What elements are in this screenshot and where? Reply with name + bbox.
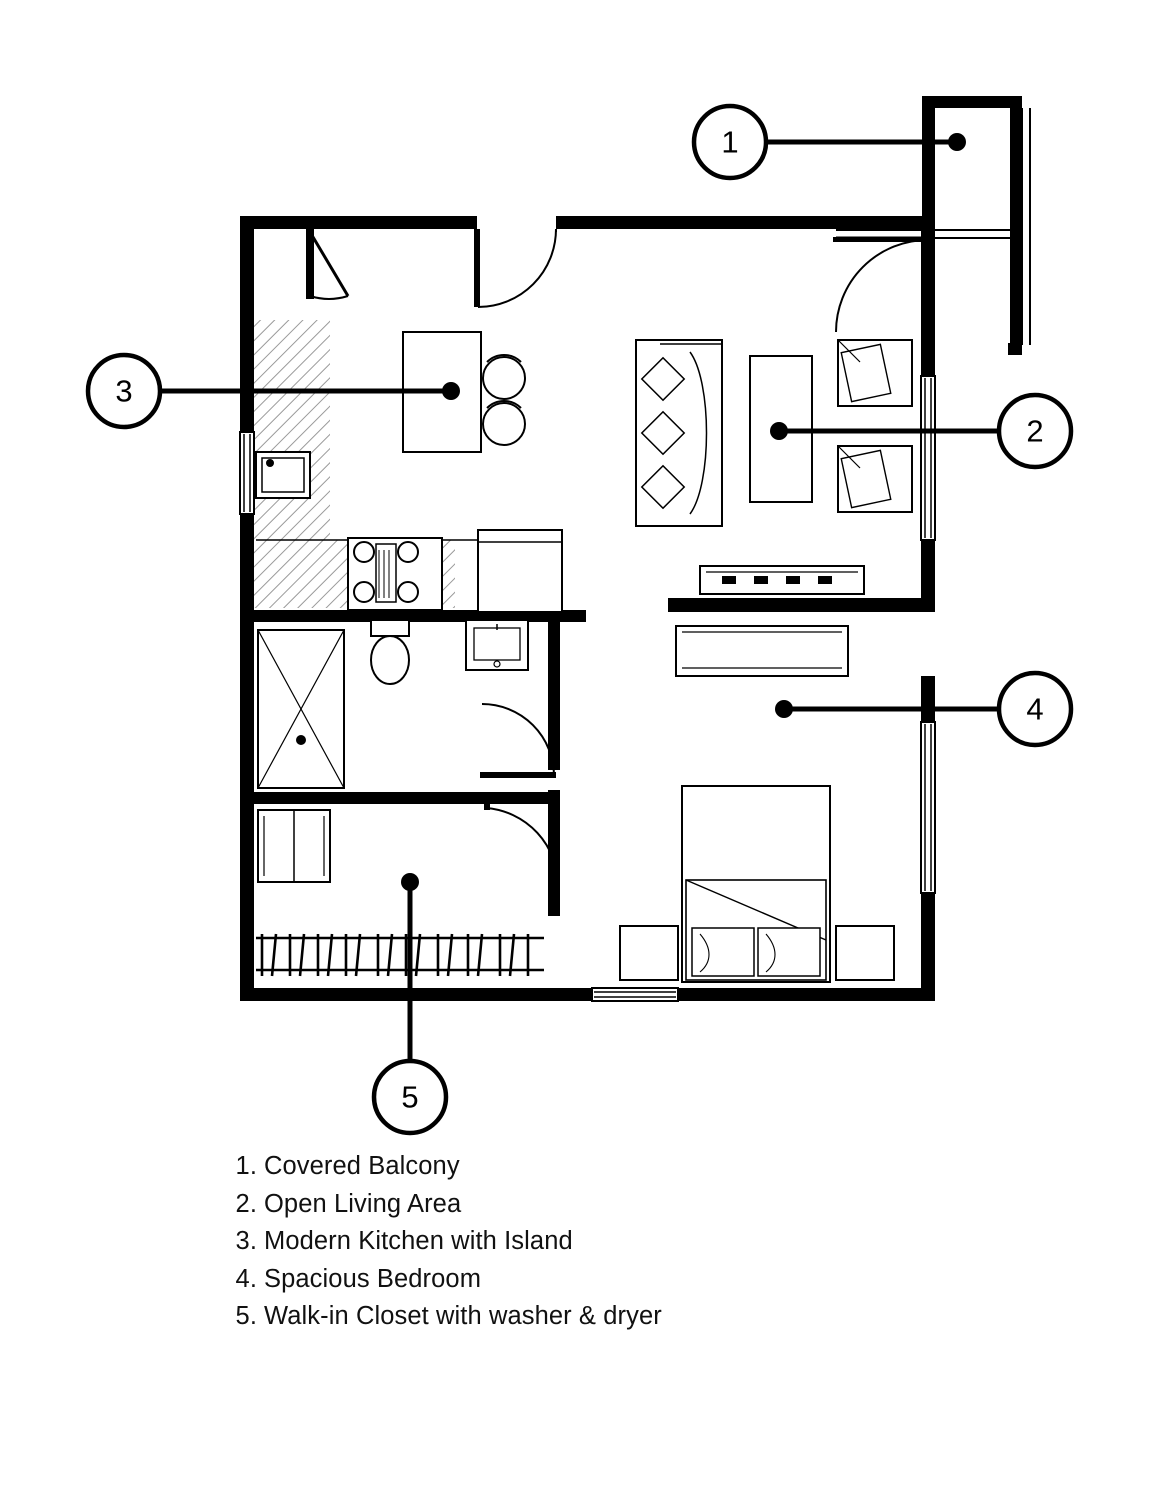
nightstand-left: [620, 926, 678, 980]
wall-left-lower: [240, 798, 254, 1000]
legend-item-3-text: Modern Kitchen with Island: [264, 1227, 573, 1255]
legend-item-5: [225, 1298, 925, 1336]
window-kitchen: [240, 432, 254, 514]
legend-item-1-text: Covered Balcony: [264, 1152, 460, 1180]
wall-living-bedroom: [668, 598, 924, 612]
callout-marker-3[interactable]: [88, 355, 160, 427]
bedroom-furniture: [620, 626, 894, 982]
wall-top-right: [556, 216, 935, 229]
legend-item-4: [225, 1261, 925, 1299]
bed: [682, 786, 830, 982]
legend-item-3: [225, 1223, 925, 1261]
living-furniture: [636, 340, 912, 594]
legend-item-5-number: 5.: [235, 1302, 257, 1330]
armchair-2: [838, 446, 912, 512]
callout-marker-5-label: 5: [401, 1079, 419, 1115]
closet-fixtures: [256, 810, 544, 976]
callout-marker-4-label: 4: [1026, 691, 1044, 727]
wall-bath-right: [548, 610, 560, 770]
wall-balcony-right: [1010, 96, 1022, 351]
dresser: [676, 626, 848, 676]
callout-marker-4[interactable]: [999, 673, 1071, 745]
legend: [225, 1148, 925, 1336]
door-closet: [484, 804, 558, 886]
legend-item-3-number: 3.: [235, 1227, 257, 1255]
wall-balcony-top: [922, 96, 1022, 108]
callout-marker-2-label: 2: [1026, 413, 1044, 449]
nightstand-right: [836, 926, 894, 980]
washer-dryer: [258, 810, 330, 882]
callout-marker-5[interactable]: [374, 1061, 446, 1133]
door-bathroom: [480, 704, 556, 778]
wall-bottom-left: [240, 988, 590, 1001]
wall-balcony-bottom-stub: [1008, 343, 1022, 355]
kitchen-stool-2: [483, 401, 525, 445]
callout-marker-1[interactable]: [694, 106, 766, 178]
wall-top-left: [240, 216, 477, 229]
legend-item-1: [225, 1148, 925, 1186]
kitchen-range: [348, 538, 442, 610]
door-main-entry: [474, 229, 556, 307]
callout-marker-3-label: 3: [115, 373, 133, 409]
legend-item-1-number: 1.: [235, 1152, 257, 1180]
legend-item-2: [225, 1186, 925, 1224]
window-living: [921, 376, 935, 540]
door-balcony: [833, 237, 928, 332]
kitchen-sink: [256, 452, 310, 498]
legend-item-5-text: Walk-in Closet with washer & dryer: [264, 1302, 662, 1330]
wall-balcony-left-upper: [922, 96, 935, 226]
wall-right-lower: [921, 893, 935, 1000]
door-entry-closet: [306, 229, 348, 299]
wall-nib-1: [330, 610, 340, 622]
legend-item-4-number: 4.: [235, 1264, 257, 1293]
armchair-1: [838, 340, 912, 406]
wall-left-upper: [240, 216, 254, 622]
toilet: [371, 620, 409, 684]
wall-bath-bottom: [252, 792, 560, 804]
shower: [258, 630, 344, 788]
wall-closet-right: [548, 790, 560, 916]
legend-item-4-text: Spacious Bedroom: [264, 1264, 482, 1293]
hanging-clothes: [256, 934, 544, 976]
callout-marker-2[interactable]: [999, 395, 1071, 467]
tv-console: [700, 566, 864, 594]
window-bedroom-bottom: [592, 988, 678, 1001]
sofa: [636, 340, 722, 526]
legend-item-2-text: Open Living Area: [264, 1189, 462, 1218]
callout-marker-1-label: 1: [721, 124, 739, 160]
kitchen-stool-1: [483, 355, 525, 399]
legend-item-2-number: 2.: [235, 1189, 257, 1218]
refrigerator: [478, 530, 562, 612]
vanity-sink: [466, 620, 528, 670]
wall-right-b: [921, 676, 935, 722]
window-bedroom: [921, 722, 935, 893]
window-balcony-right: [1022, 108, 1030, 345]
wall-left-mid: [240, 620, 254, 800]
